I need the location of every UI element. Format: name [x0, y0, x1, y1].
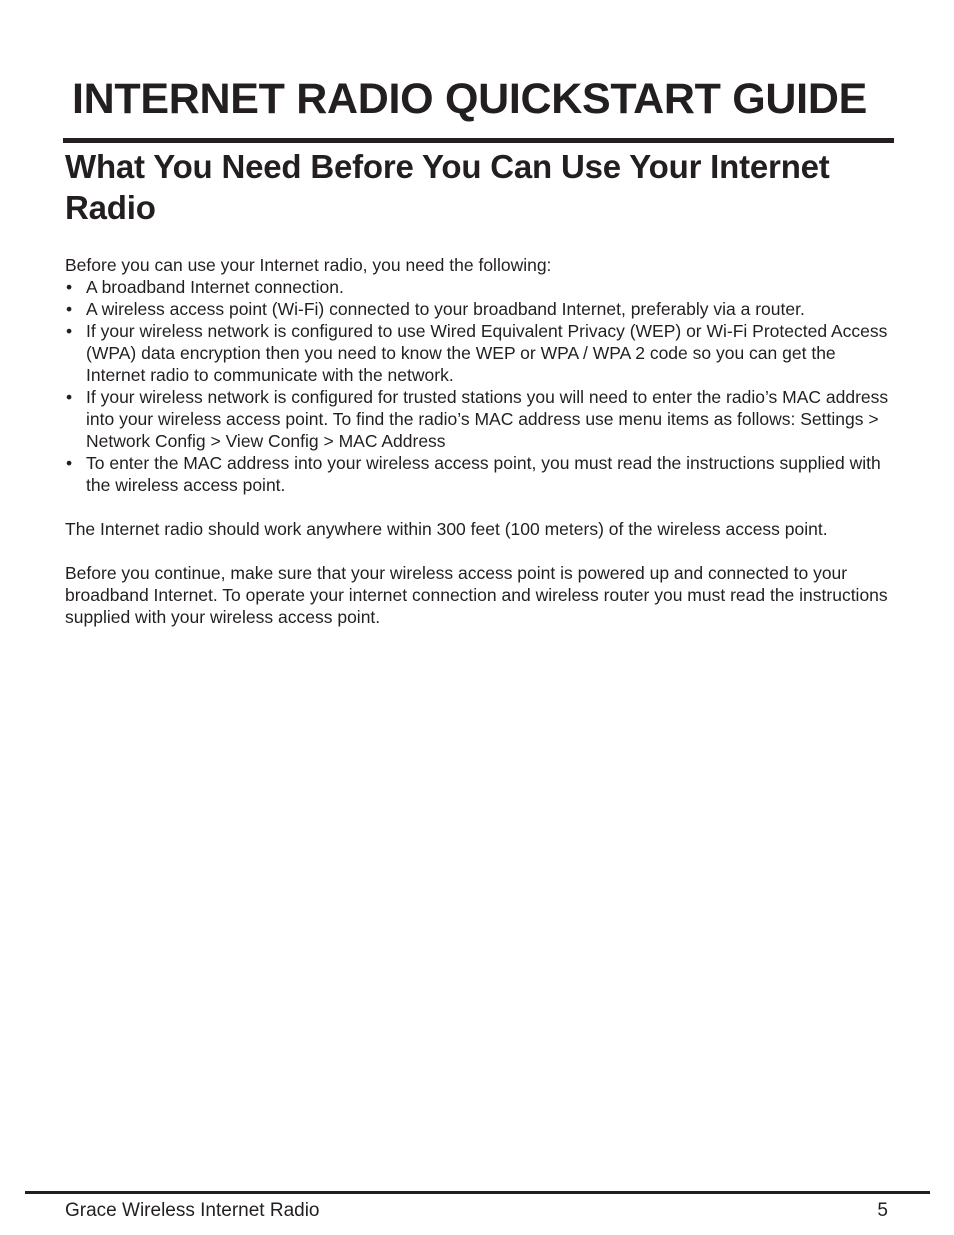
page-number: 5 — [877, 1200, 888, 1221]
list-item-text: If your wireless network is configured for trusted stations you will need to enter the radio’s MAC address into your wireless access point. To find the radio’s MAC address use menu items as follows: Settings > Network Config > View Config > MAC Address — [86, 387, 889, 451]
bullet-icon: • — [66, 387, 73, 407]
list-item-text: To enter the MAC address into your wireless access point, you must read the instructions supplied with the wireless access point. — [86, 453, 881, 495]
list-item-text: If your wireless network is configured to use Wired Equivalent Privacy (WEP) or Wi-Fi Protected Access (WPA) data encryption then you need to know the WEP or WPA / WPA 2 code so you can get the Internet radio to communicate with the network. — [86, 321, 888, 385]
setup-paragraph: Before you continue, make sure that your wireless access point is powered up and connected to your broadband Internet. To operate your internet connection and wireless router you must read the instructions supplied with your wireless access point. — [65, 563, 888, 627]
requirements-list — [65, 276, 895, 496]
list-item-text: A wireless access point (Wi-Fi) connected to your broadband Internet, preferably via a router. — [86, 299, 805, 319]
body-content — [65, 254, 895, 628]
bullet-icon: • — [66, 277, 73, 297]
list-item — [65, 386, 895, 452]
range-paragraph: The Internet radio should work anywhere within 300 feet (100 meters) of the wireless access point. — [65, 519, 828, 539]
intro-paragraph: Before you can use your Internet radio, you need the following: — [65, 255, 552, 275]
page-title: INTERNET RADIO QUICKSTART GUIDE — [72, 75, 867, 123]
bullet-icon: • — [66, 299, 73, 319]
footer-divider — [25, 1191, 930, 1194]
list-item — [65, 298, 895, 320]
list-item-text: A broadband Internet connection. — [86, 277, 344, 297]
title-divider — [63, 138, 894, 143]
bullet-icon: • — [66, 453, 73, 473]
footer-title: Grace Wireless Internet Radio — [65, 1200, 320, 1221]
list-item — [65, 276, 895, 298]
list-item — [65, 320, 895, 386]
section-title: What You Need Before You Can Use Your Internet Radio — [65, 148, 830, 226]
list-item — [65, 452, 895, 496]
bullet-icon: • — [66, 321, 73, 341]
